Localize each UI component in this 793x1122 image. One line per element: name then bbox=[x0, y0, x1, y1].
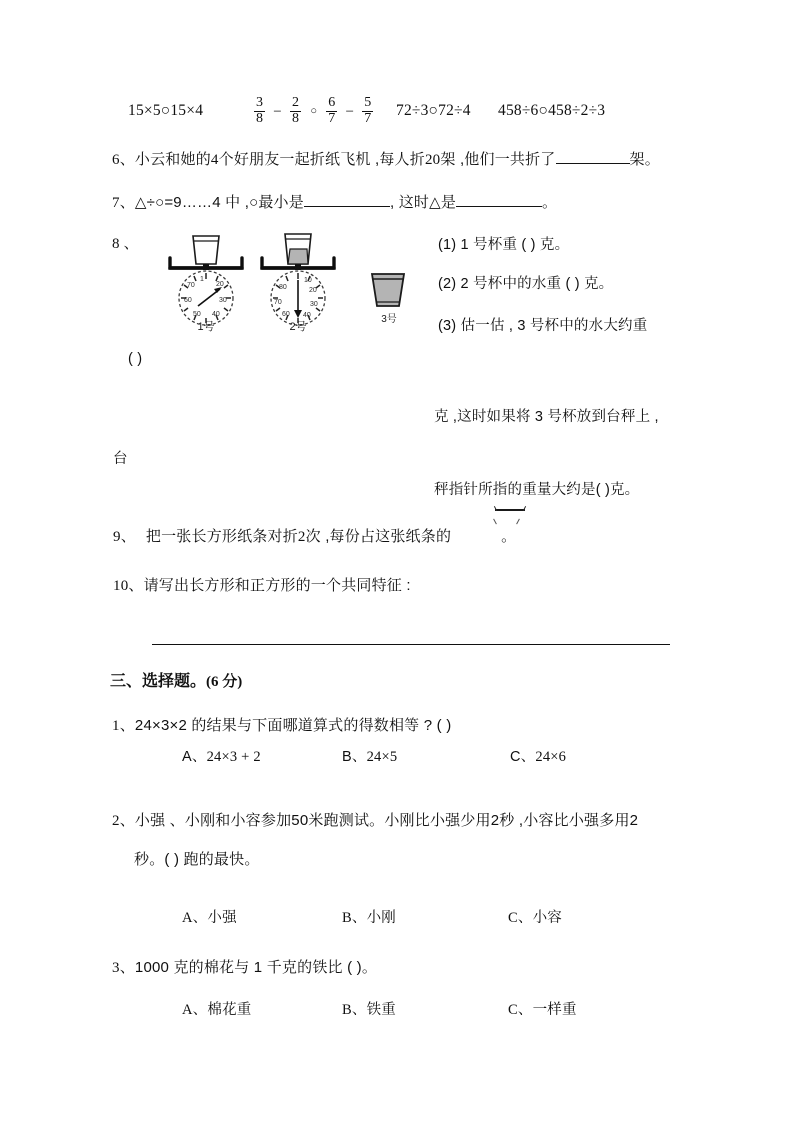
figure-2-label: 2号 bbox=[289, 321, 307, 333]
svg-text:20: 20 bbox=[309, 287, 317, 294]
choice-3-option-a-key: A、 bbox=[182, 1002, 208, 1018]
fraction-denominator: 7 bbox=[364, 110, 372, 126]
choice-2-option-a-text: 小强 bbox=[207, 910, 237, 926]
svg-text:40: 40 bbox=[303, 312, 311, 319]
question-9-text-c: 。 bbox=[501, 528, 517, 545]
choice-question-2-line-1 bbox=[112, 813, 638, 829]
choice-1-option-b-key: B、 bbox=[342, 749, 367, 765]
scale-2-graphic bbox=[252, 230, 344, 330]
svg-text:50: 50 bbox=[193, 311, 201, 318]
choice-1-option-a-text: 24×3 + 2 bbox=[206, 749, 261, 765]
question-7-answer-blank-2[interactable] bbox=[456, 206, 542, 207]
question-8-sub-1: (1) 1 号杯重 ( ) 克。 bbox=[438, 237, 570, 253]
fraction-denominator: 7 bbox=[328, 110, 336, 126]
question-8-sub-3: (3) 估一估 , 3 号杯中的水大约重 bbox=[438, 318, 648, 334]
comparison-circle: ○ bbox=[310, 104, 318, 117]
choice-3-option-c[interactable] bbox=[508, 1003, 577, 1018]
figure-3-label: 3号 bbox=[381, 314, 397, 325]
choice-3-option-b-key: B、 bbox=[342, 1002, 367, 1018]
question-7-text-c: 。 bbox=[542, 194, 558, 211]
scale-1-graphic bbox=[160, 230, 252, 330]
question-9-number-a: 2 bbox=[297, 529, 306, 545]
question-6-number-a: 4 bbox=[210, 152, 219, 168]
question-10-text: 请写出长方形和正方形的一个共同特征 : bbox=[143, 577, 411, 594]
fraction-5-7 bbox=[362, 96, 373, 126]
choice-3-option-c-text: 一样重 bbox=[532, 1002, 577, 1018]
question-8-sub-3-blank[interactable]: ( ) bbox=[128, 351, 143, 367]
choice-question-2-stem-line-1: 小强 、小刚和小容参加50米跑测试。小刚比小强少用2秒 ,小容比小强多用2 bbox=[134, 812, 639, 829]
question-8-sub-3-continued-1: 克 ,这时如果将 3 号杯放到台秤上 , bbox=[434, 409, 659, 425]
section-three-points: (6 分) bbox=[206, 674, 243, 690]
figure-cup-3 bbox=[358, 268, 420, 330]
question-6-text-d: 架。 bbox=[629, 151, 660, 168]
svg-text:10: 10 bbox=[304, 277, 312, 284]
question-10-answer-line[interactable] bbox=[152, 644, 670, 645]
choice-1-option-a-key: A、 bbox=[182, 749, 207, 765]
svg-text:80: 80 bbox=[279, 284, 287, 291]
choice-3-option-c-key: C、 bbox=[508, 1002, 533, 1018]
compare-expression-3: 72÷3○72÷4 bbox=[396, 102, 471, 119]
choice-2-option-b[interactable] bbox=[342, 911, 396, 926]
question-9-text-a: 把一张长方形纸条对折 bbox=[145, 528, 298, 545]
question-7-text-b: , 这时△是 bbox=[389, 194, 457, 211]
choice-2-option-b-text: 小刚 bbox=[366, 910, 396, 926]
choice-question-1-stem: 24×3×2 的结果与下面哪道算式的得数相等 ? ( ) bbox=[134, 717, 452, 734]
choice-question-1 bbox=[112, 718, 451, 734]
choice-question-3-number: 3、 bbox=[112, 960, 135, 976]
question-6-number: 6、 bbox=[112, 152, 135, 168]
section-three-heading bbox=[110, 668, 242, 691]
svg-text:20: 20 bbox=[216, 281, 224, 288]
section-three-title: 三、选择题。 bbox=[110, 673, 207, 690]
choice-1-option-a[interactable] bbox=[182, 750, 261, 765]
choice-question-2-number: 2、 bbox=[112, 813, 135, 829]
choice-1-option-b-text: 24×5 bbox=[366, 749, 398, 765]
question-6-number-b: 20 bbox=[424, 152, 441, 168]
fraction-numerator: 2 bbox=[292, 95, 300, 110]
question-6-answer-blank[interactable] bbox=[556, 163, 630, 164]
choice-1-option-c-key: C、 bbox=[510, 749, 536, 765]
question-8-sub-3-continued-2: 秤指针所指的重量大约是( )克。 bbox=[434, 482, 640, 498]
question-9-fraction-artifact bbox=[489, 507, 533, 533]
question-7-text-a: △÷○=9……4 中 ,○最小是 bbox=[134, 194, 304, 211]
svg-text:30: 30 bbox=[310, 301, 318, 308]
svg-text:40: 40 bbox=[212, 311, 220, 318]
choice-3-option-a[interactable] bbox=[182, 1003, 251, 1018]
question-7-number: 7、 bbox=[112, 195, 135, 211]
choice-2-option-c-key: C、 bbox=[508, 910, 533, 926]
fraction-3-8 bbox=[254, 96, 265, 126]
question-7 bbox=[112, 195, 557, 211]
question-8-sub-2: (2) 2 号杯中的水重 ( ) 克。 bbox=[438, 276, 614, 292]
choice-2-option-a[interactable] bbox=[182, 911, 237, 926]
svg-text:70: 70 bbox=[187, 282, 195, 289]
minus-operator: − bbox=[273, 103, 282, 120]
compare-expression-2 bbox=[253, 97, 374, 127]
choice-question-3-stem: 1000 克的棉花与 1 千克的铁比 ( )。 bbox=[134, 959, 378, 976]
question-8-number: 8 、 bbox=[112, 236, 139, 252]
compare-expression-4: 458÷6○458÷2÷3 bbox=[498, 102, 606, 119]
question-9-text-b: 次 ,每份占这张纸条的 bbox=[305, 528, 452, 545]
choice-3-option-a-text: 棉花重 bbox=[207, 1002, 252, 1018]
svg-text:30: 30 bbox=[219, 297, 227, 304]
figure-scale-1 bbox=[160, 230, 252, 333]
choice-2-option-c-text: 小容 bbox=[532, 910, 562, 926]
fraction-numerator: 6 bbox=[328, 95, 336, 110]
choice-3-option-b[interactable] bbox=[342, 1003, 396, 1018]
figure-1-label: 1号 bbox=[197, 321, 215, 333]
choice-question-1-number: 1、 bbox=[112, 718, 135, 734]
choice-1-option-c-text: 24×6 bbox=[535, 749, 567, 765]
question-10-number: 10、 bbox=[113, 578, 144, 594]
question-9 bbox=[113, 529, 516, 545]
svg-text:70: 70 bbox=[274, 299, 282, 306]
choice-question-2-line-2: 秒。( ) 跑的最快。 bbox=[134, 851, 260, 868]
choice-question-3 bbox=[112, 960, 377, 976]
choice-2-option-c[interactable] bbox=[508, 911, 562, 926]
question-6 bbox=[112, 152, 660, 168]
fraction-6-7 bbox=[326, 96, 337, 126]
choice-1-option-c[interactable] bbox=[510, 750, 566, 765]
svg-text:60: 60 bbox=[282, 311, 290, 318]
choice-1-option-b[interactable] bbox=[342, 750, 397, 765]
choice-2-option-b-key: B、 bbox=[342, 910, 367, 926]
minus-operator: − bbox=[345, 103, 355, 120]
question-9-number: 9、 bbox=[113, 529, 136, 545]
figure-scale-2 bbox=[252, 230, 344, 333]
svg-text:60: 60 bbox=[184, 297, 192, 304]
compare-expression-1: 15×5○15×4 bbox=[128, 102, 204, 119]
fraction-numerator: 3 bbox=[256, 95, 264, 110]
question-6-text-c: 架 ,他们一共折了 bbox=[440, 151, 556, 168]
choice-2-option-a-key: A、 bbox=[182, 910, 208, 926]
question-10 bbox=[113, 578, 411, 594]
question-8-sub-3-tai: 台 bbox=[113, 451, 128, 467]
fraction-denominator: 8 bbox=[292, 110, 300, 126]
fraction-2-8 bbox=[290, 96, 301, 126]
question-7-answer-blank-1[interactable] bbox=[304, 206, 390, 207]
question-6-text-a: 小云和她的 bbox=[134, 151, 211, 168]
fraction-denominator: 8 bbox=[256, 110, 264, 126]
question-6-text-b: 个好朋友一起折纸飞机 ,每人折 bbox=[218, 151, 425, 168]
fraction-numerator: 5 bbox=[364, 95, 372, 110]
choice-3-option-b-text: 铁重 bbox=[366, 1002, 396, 1018]
svg-text:1: 1 bbox=[200, 276, 204, 283]
